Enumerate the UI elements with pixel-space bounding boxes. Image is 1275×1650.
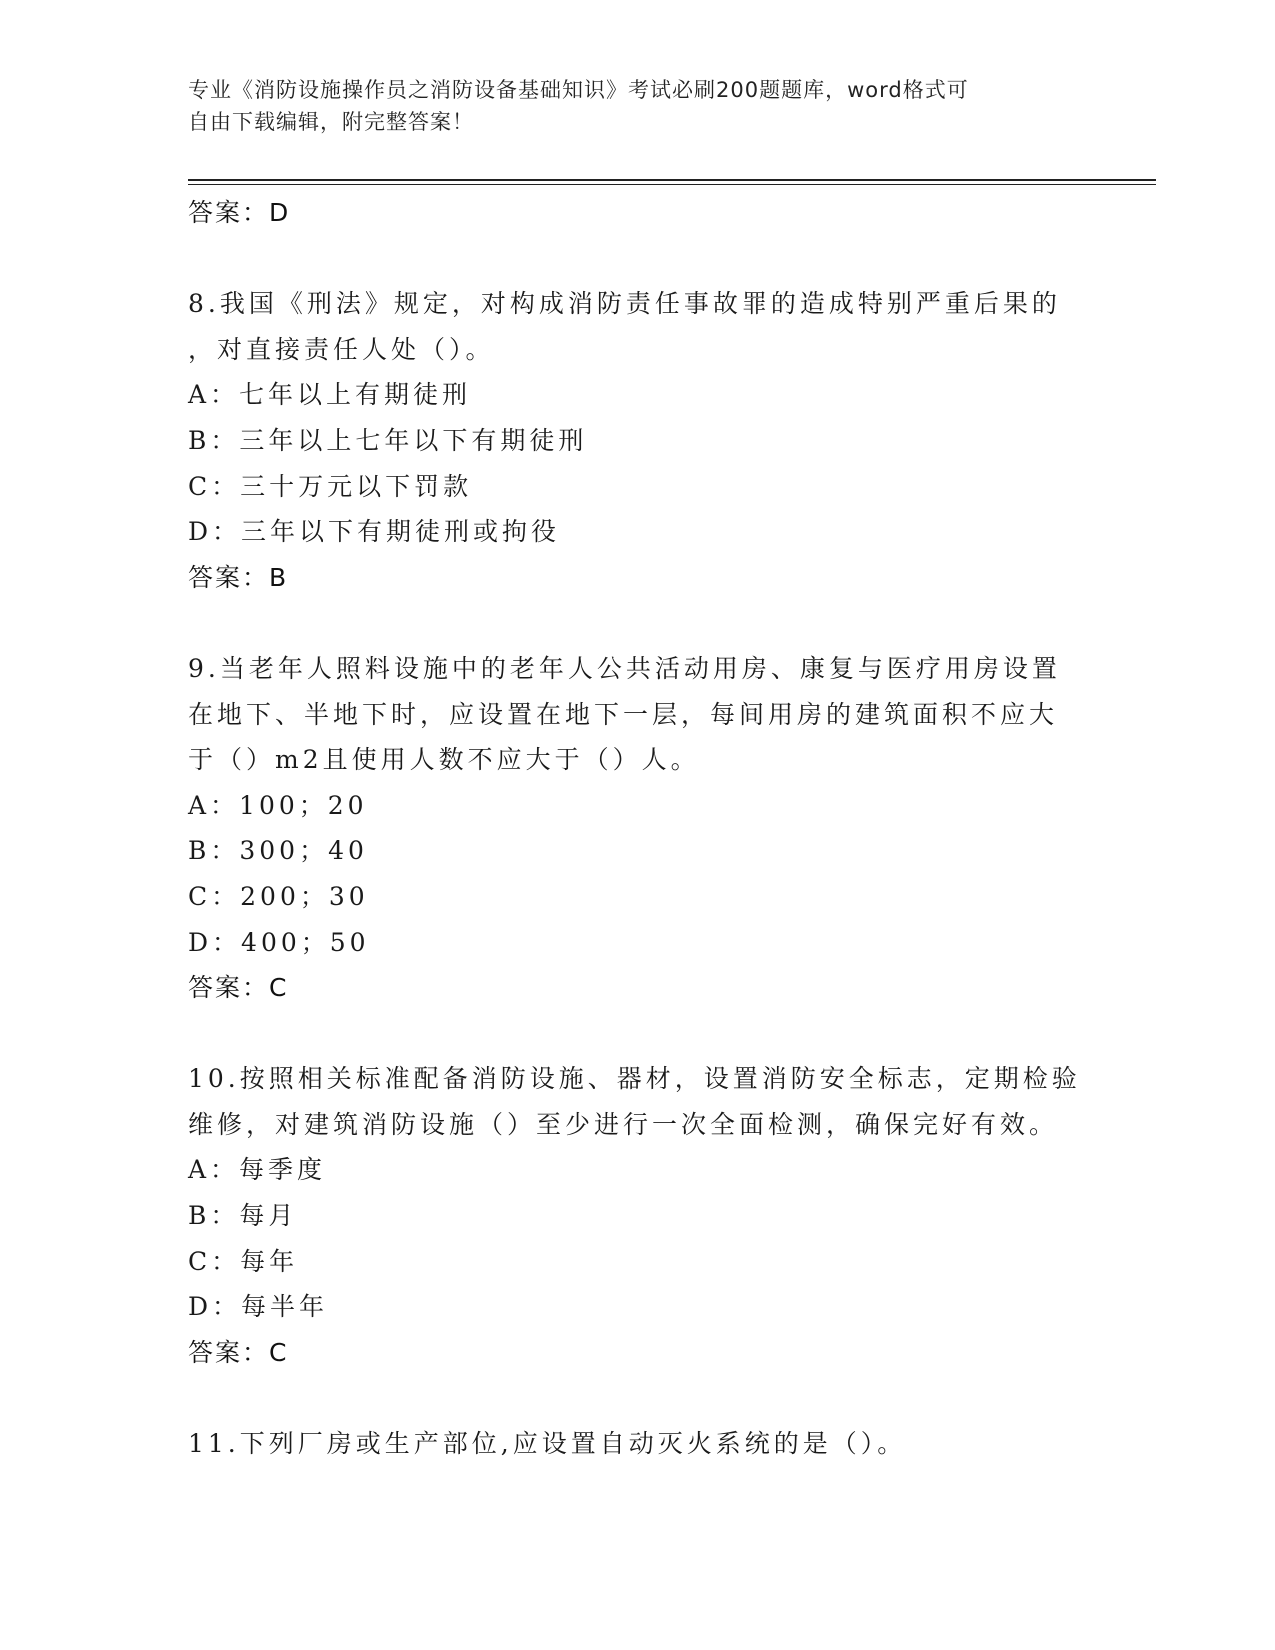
question-list — [188, 190, 1088, 1467]
question-9-option-a: A：100；20 — [188, 790, 368, 820]
question-10-answer: 答案：C — [188, 1337, 289, 1367]
header-line-1: 专业《消防设施操作员之消防设备基础知识》考试必刷200题题库，word格式可 — [188, 78, 969, 102]
question-8-option-b: B：三年以上七年以下有期徒刑 — [188, 425, 588, 455]
spacer — [188, 236, 1088, 282]
question-9-option-b: B：300；40 — [188, 836, 368, 866]
spacer — [188, 1011, 1088, 1057]
question-9 — [188, 646, 1088, 1011]
question-8-answer: 答案：B — [188, 562, 289, 592]
question-10-text-line-1: 10.按照相关标准配备消防设施、器材，设置消防安全标志，定期检验 — [188, 1064, 1081, 1094]
question-10-option-b: B：每月 — [188, 1201, 298, 1231]
question-10-option-c: C：每年 — [188, 1246, 299, 1276]
question-9-option-d: D：400；50 — [188, 927, 370, 957]
header-divider-thick — [188, 179, 1156, 181]
question-8-option-c: C：三十万元以下罚款 — [188, 471, 473, 501]
document-header — [188, 74, 1088, 138]
question-10 — [188, 1056, 1088, 1375]
spacer — [188, 1375, 1088, 1421]
spacer — [188, 600, 1088, 646]
header-line-2: 自由下载编辑，附完整答案！ — [188, 110, 474, 134]
question-10-text-line-2: 维修，对建筑消防设施（）至少进行一次全面检测，确保完好有效。 — [188, 1109, 1059, 1139]
question-10-option-a: A：每季度 — [188, 1155, 327, 1185]
question-9-answer: 答案：C — [188, 973, 289, 1003]
question-11 — [188, 1421, 1088, 1467]
question-11-text-line-1: 11.下列厂房或生产部位,应设置自动灭火系统的是（）。 — [188, 1429, 907, 1459]
question-8-text-line-1: 8.我国《刑法》规定，对构成消防责任事故罪的造成特别严重后果的 — [188, 289, 1061, 319]
question-8 — [188, 281, 1088, 600]
header-divider-thin — [188, 184, 1156, 185]
question-9-text-line-3: 于（）m2且使用人数不应大于（）人。 — [188, 745, 700, 775]
question-9-text-line-1: 9.当老年人照料设施中的老年人公共活动用房、康复与医疗用房设置 — [188, 653, 1061, 683]
question-9-text-line-2: 在地下、半地下时，应设置在地下一层，每间用房的建筑面积不应大 — [188, 699, 1059, 729]
question-8-text-line-2: ，对直接责任人处（）。 — [188, 334, 495, 364]
question-9-option-c: C：200；30 — [188, 881, 369, 911]
question-10-option-d: D：每半年 — [188, 1292, 329, 1322]
question-8-option-d: D：三年以下有期徒刑或拘役 — [188, 517, 561, 547]
question-8-option-a: A：七年以上有期徒刑 — [188, 380, 472, 410]
answer-previous: 答案：D — [188, 198, 291, 227]
